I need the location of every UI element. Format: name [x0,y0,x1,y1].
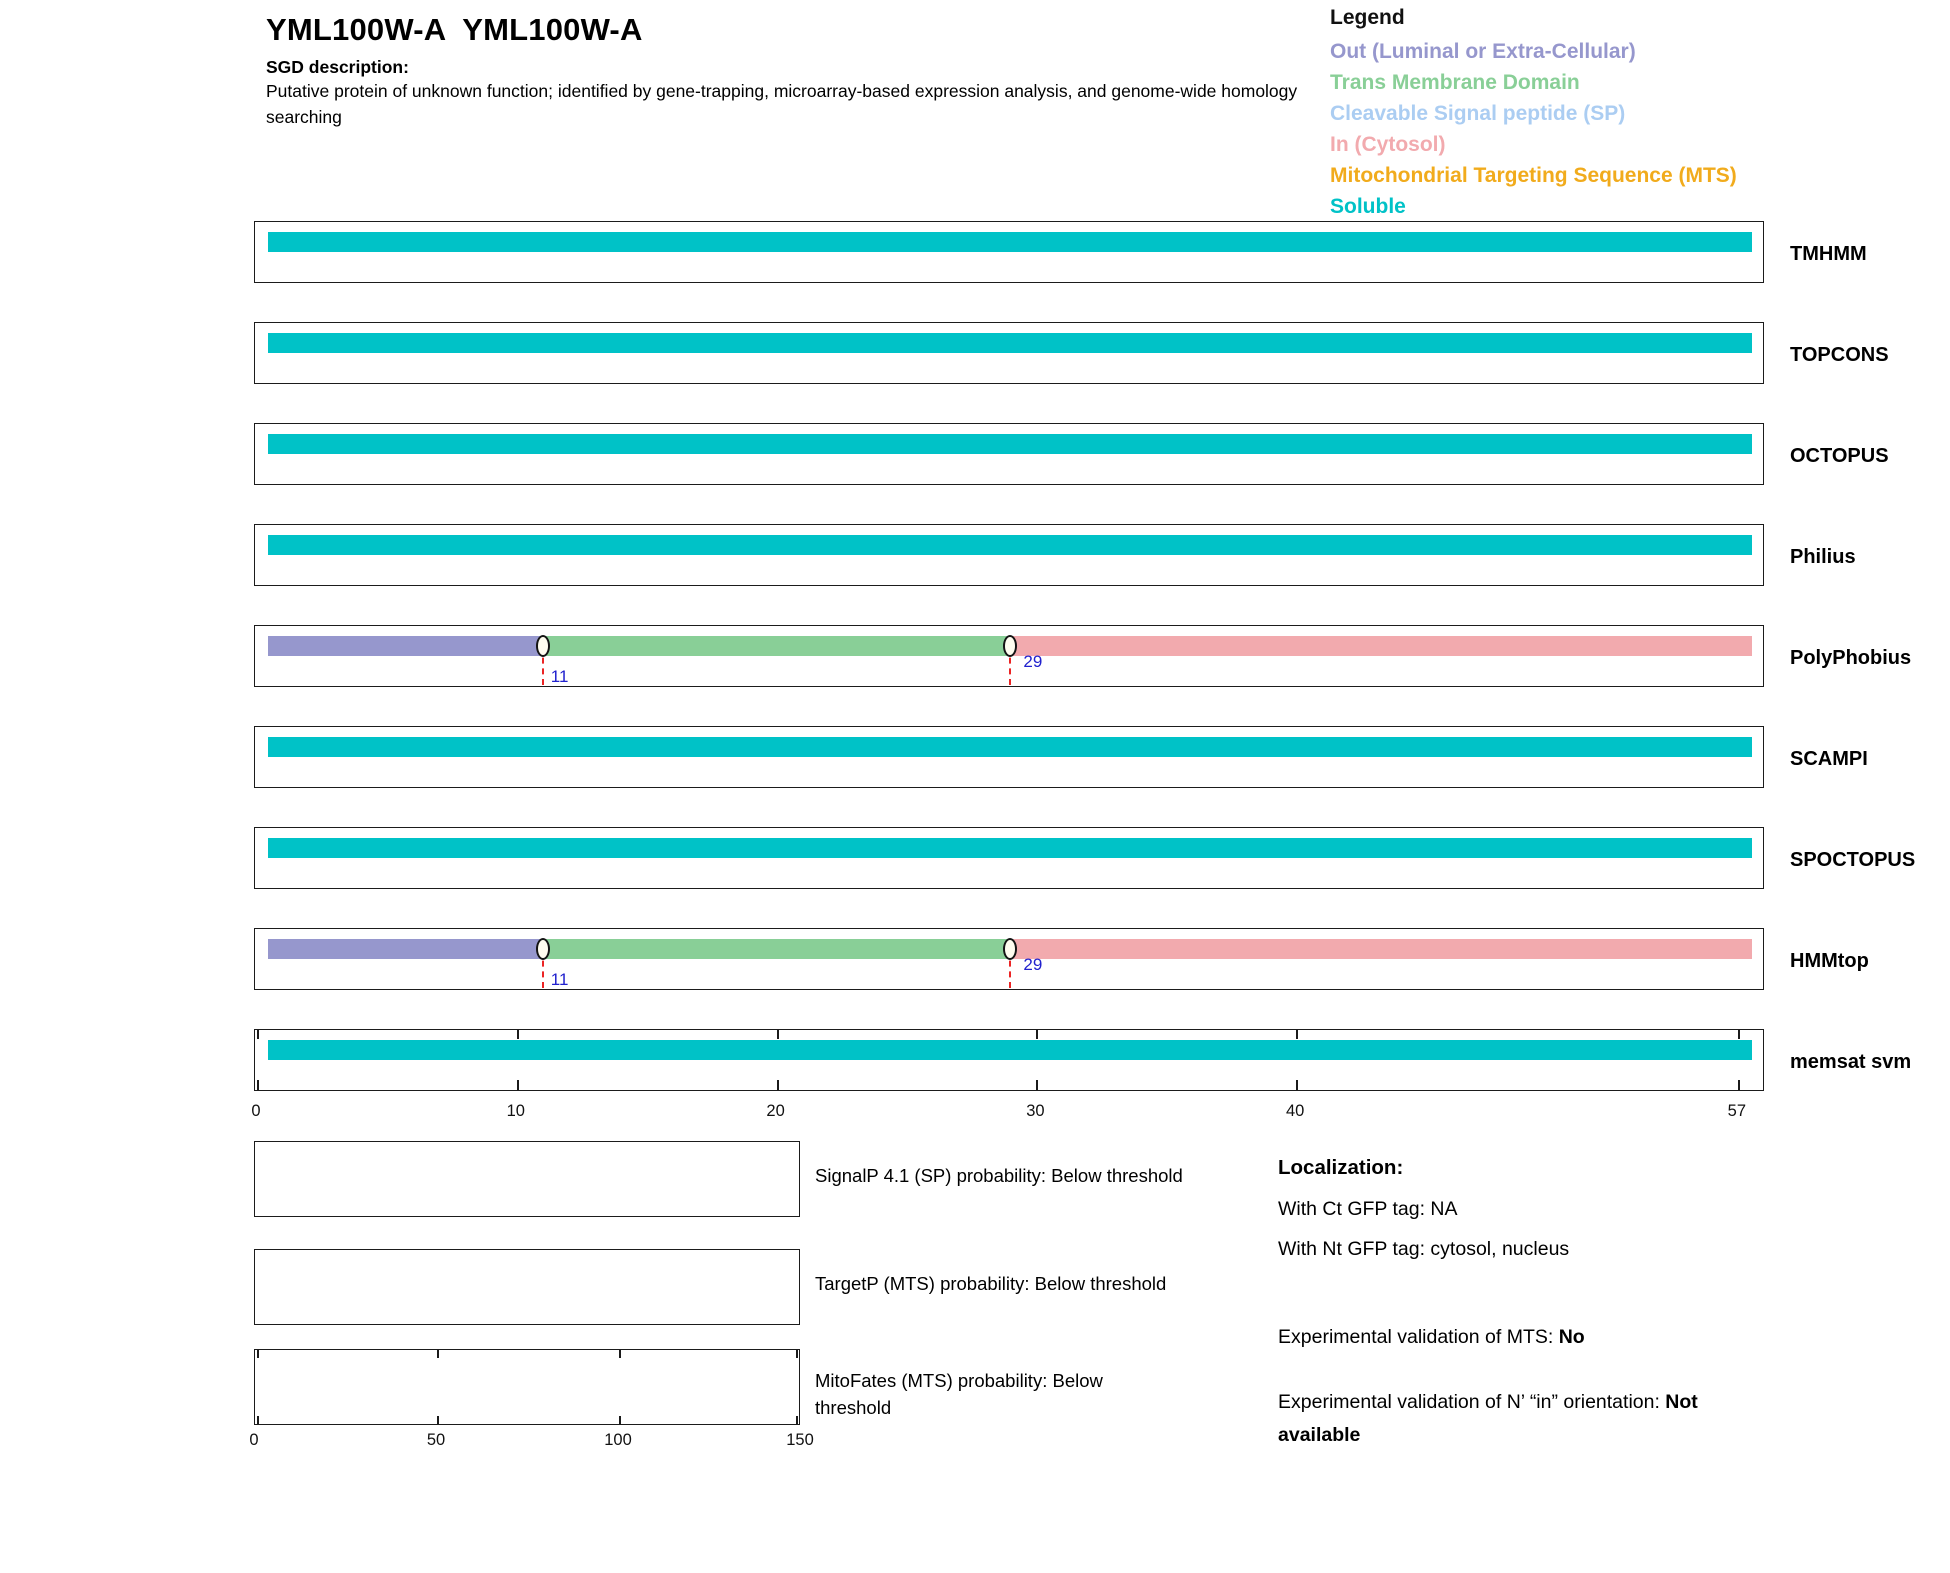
axis-tick [517,1030,519,1039]
axis-tick-label: 20 [766,1102,785,1120]
probability-axis-tick [437,1416,439,1424]
axis-tick [1296,1030,1298,1039]
axis-tick [517,1080,519,1090]
legend-item-cleavable-signal-peptide-sp: Cleavable Signal peptide (SP) [1330,102,1626,125]
probability-plot-frame-0 [254,1141,800,1217]
axis-tick [1296,1080,1298,1090]
legend-item-in-cytosol: In (Cytosol) [1330,133,1446,156]
track-label-polyphobius: PolyPhobius [1790,647,1912,669]
page-title: YML100W-A YML100W-A [266,12,643,47]
legend [1330,6,1737,222]
probability-axis-tick [437,1350,439,1358]
track-frame-philius [254,524,1764,586]
orientation-validation-label: Experimental validation of N’ “in” orientation: [1278,1391,1666,1413]
mts-validation-label: Experimental validation of MTS: [1278,1326,1559,1348]
probability-plot-label-1: TargetP (MTS) probability: Below threshold [815,1273,1167,1294]
probability-axis-tick [257,1350,259,1358]
mts-validation [1278,1326,1585,1349]
boundary-marker-icon [536,635,550,657]
boundary-label: 11 [550,667,569,686]
probability-axis-tick [796,1350,798,1358]
segment-trans-membrane-domain [543,636,1011,656]
axis-tick [777,1030,779,1039]
orientation-validation-value: Not available [1278,1391,1698,1446]
axis-tick-label: 40 [1286,1102,1305,1120]
legend-item-trans-membrane-domain: Trans Membrane Domain [1330,71,1580,94]
track-label-spoctopus: SPOCTOPUS [1790,849,1916,871]
segment-in-cytosol [1010,636,1752,656]
probability-axis-tick [619,1416,621,1424]
axis-tick [257,1030,259,1039]
track-frame-spoctopus [254,827,1764,889]
segment-soluble [268,1040,1752,1060]
probability-axis-tick [619,1350,621,1358]
axis-tick-label: 10 [506,1102,525,1120]
axis-tick [1738,1080,1740,1090]
segment-out-luminal-or-extra-cellular [268,939,543,959]
probability-axis-tick [257,1416,259,1424]
segment-soluble [268,737,1752,757]
orientation-validation [1278,1386,1783,1452]
segment-soluble [268,434,1752,454]
probability-axis-tick-label: 150 [786,1431,814,1449]
track-label-scampi: SCAMPI [1790,748,1868,770]
legend-item-soluble: Soluble [1330,195,1406,218]
track-label-philius: Philius [1790,546,1856,568]
segment-soluble [268,333,1752,353]
axis-tick-label: 30 [1026,1102,1045,1120]
segment-soluble [268,838,1752,858]
legend-item-mitochondrial-targeting-sequence-mts: Mitochondrial Targeting Sequence (MTS) [1330,164,1737,187]
track-frame-polyphobius [254,625,1764,687]
track-label-tmhmm: TMHMM [1790,243,1867,265]
segment-trans-membrane-domain [543,939,1011,959]
track-frame-topcons [254,322,1764,384]
localization-nt-gfp: With Nt GFP tag: cytosol, nucleus [1278,1238,1570,1260]
axis-tick [1738,1030,1740,1039]
localization-ct-gfp: With Ct GFP tag: NA [1278,1198,1458,1220]
track-frame-tmhmm [254,221,1764,283]
probability-plot-label-2: MitoFates (MTS) probability: Below threshold [815,1370,1103,1418]
segment-in-cytosol [1010,939,1752,959]
track-frame-scampi [254,726,1764,788]
probability-plot-frame-2 [254,1349,800,1425]
axis-tick-label: 0 [251,1102,261,1120]
probability-axis-tick [796,1416,798,1424]
track-label-octopus: OCTOPUS [1790,445,1889,467]
segment-soluble [268,232,1752,252]
probability-axis-tick-label: 0 [249,1431,259,1449]
legend-item-out-luminal-or-extra-cellular: Out (Luminal or Extra-Cellular) [1330,40,1636,63]
axis-tick [777,1080,779,1090]
probability-axis-tick-label: 100 [604,1431,632,1449]
track-label-topcons: TOPCONS [1790,344,1889,366]
probability-axis-tick-label: 50 [426,1431,446,1449]
axis-tick [1036,1080,1038,1090]
track-label-memsat-svm: memsat svm [1790,1051,1912,1073]
boundary-label: 29 [1023,652,1043,671]
axis-tick [1036,1030,1038,1039]
segment-soluble [268,535,1752,555]
localization-heading: Localization: [1278,1156,1404,1179]
mts-validation-value: No [1558,1326,1585,1348]
probability-plot-frame-1 [254,1249,800,1325]
axis-tick [257,1080,259,1090]
axis-tick-label: 57 [1727,1102,1747,1120]
track-label-hmmtop: HMMtop [1790,950,1869,972]
track-frame-hmmtop [254,928,1764,990]
probability-plot-label-0: SignalP 4.1 (SP) probability: Below threshold [815,1165,1183,1186]
track-frame-memsat-svm [254,1029,1764,1091]
track-frame-octopus [254,423,1764,485]
sgd-description-text: Putative protein of unknown function; identified by gene-trapping, microarray-based expression analysis, and genome-wide homology searching [266,81,1298,127]
boundary-label: 11 [550,970,569,989]
segment-out-luminal-or-extra-cellular [268,636,543,656]
boundary-label: 29 [1023,955,1043,974]
legend-title: Legend [1330,6,1405,29]
legend-items [1330,36,1737,222]
boundary-marker-icon [536,938,550,960]
sgd-description-label: SGD description: [266,57,409,77]
